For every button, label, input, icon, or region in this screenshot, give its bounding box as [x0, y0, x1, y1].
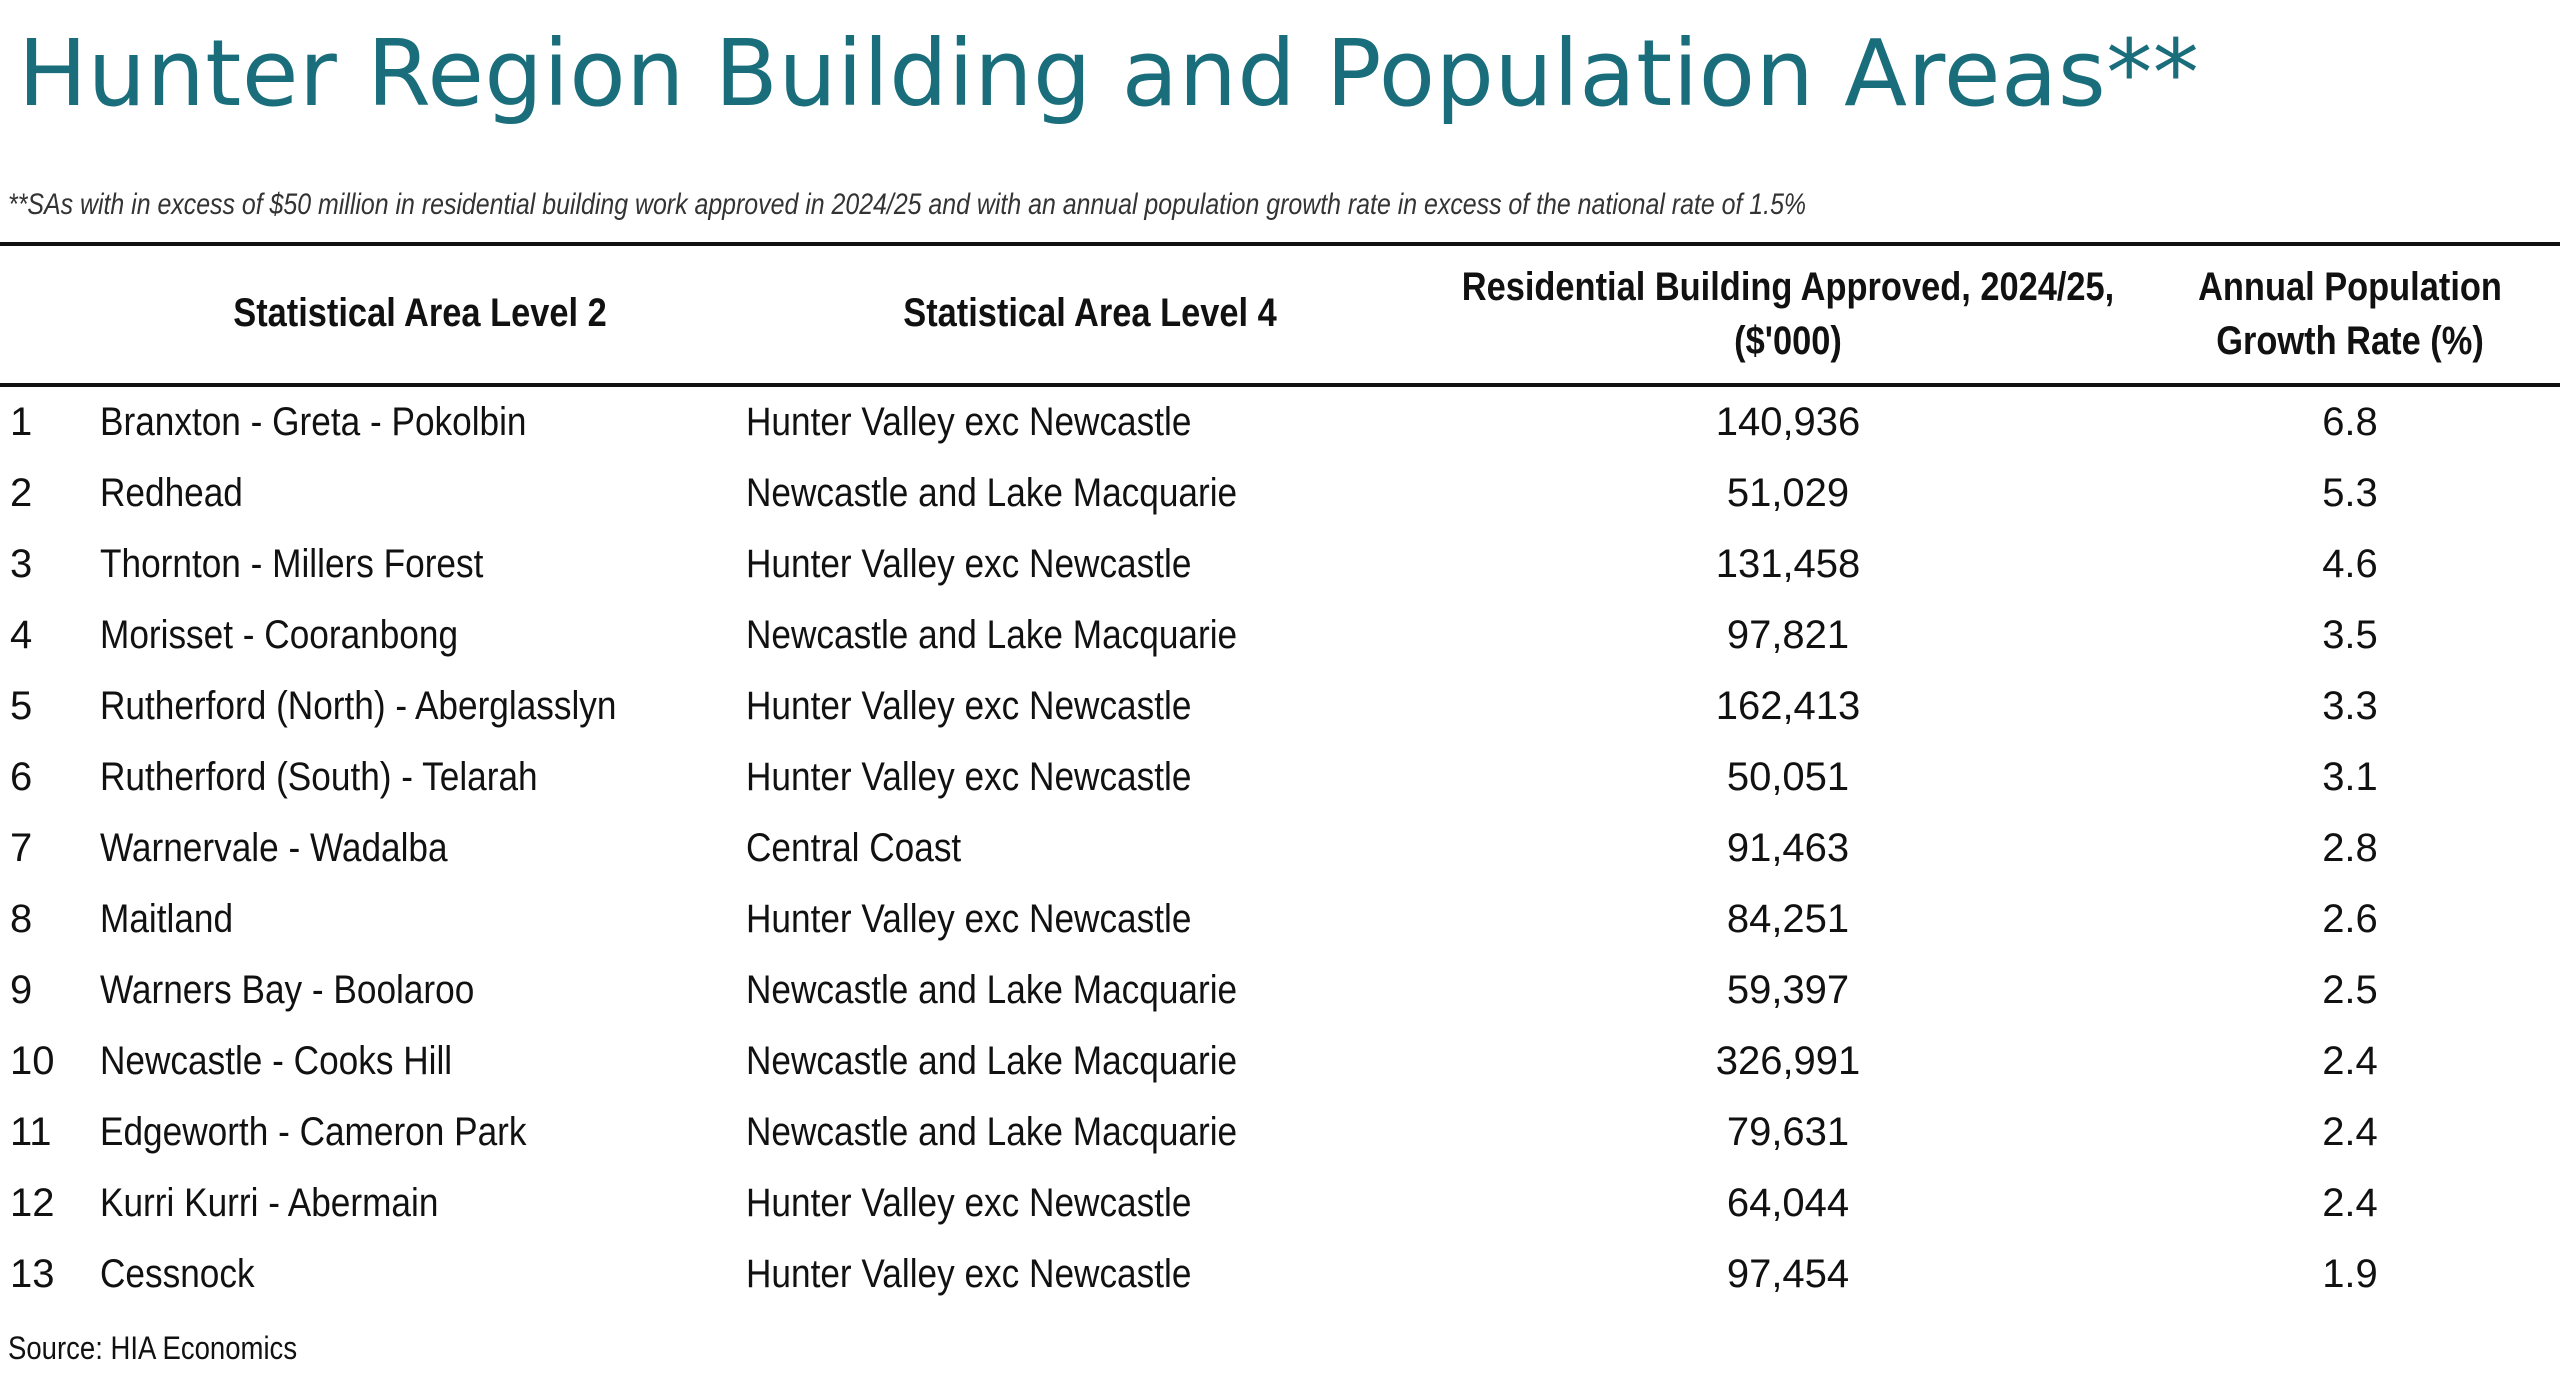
sa4-cell: Hunter Valley exc Newcastle — [746, 1181, 1192, 1225]
rank-cell: 6 — [10, 755, 33, 799]
header-building-line2: ($'000) — [1734, 319, 1842, 363]
building-cell: 97,821 — [1726, 613, 1850, 657]
table-row — [0, 1168, 2560, 1239]
table-row — [0, 955, 2560, 1026]
table-row — [0, 458, 2560, 529]
table-row — [0, 387, 2560, 458]
table-top-rule — [0, 242, 2560, 246]
sa4-cell: Newcastle and Lake Macquarie — [746, 1039, 1238, 1083]
growth-cell: 2.6 — [2322, 897, 2378, 941]
sa2-cell: Kurri Kurri - Abermain — [100, 1181, 439, 1225]
table-row — [0, 600, 2560, 671]
sa2-cell: Edgeworth - Cameron Park — [100, 1110, 527, 1154]
growth-cell: 1.9 — [2322, 1252, 2378, 1296]
sa2-cell: Warnervale - Wadalba — [100, 826, 448, 870]
sa2-cell: Maitland — [100, 897, 234, 941]
sa4-cell: Hunter Valley exc Newcastle — [746, 755, 1192, 799]
sa2-cell: Branxton - Greta - Pokolbin — [100, 400, 527, 444]
sa4-cell: Newcastle and Lake Macquarie — [746, 1110, 1238, 1154]
building-cell: 326,991 — [1715, 1039, 1861, 1083]
growth-cell: 2.5 — [2322, 968, 2378, 1012]
rank-cell: 4 — [10, 613, 33, 657]
header-growth — [2187, 260, 2514, 368]
rank-cell: 7 — [10, 826, 33, 870]
rank-cell: 12 — [10, 1181, 55, 1225]
sa2-cell: Rutherford (North) - Aberglasslyn — [100, 684, 617, 728]
page-title: Hunter Region Building and Population Areas** — [18, 20, 2200, 127]
header-building — [1444, 260, 2132, 368]
table-row — [0, 529, 2560, 600]
sa4-cell: Hunter Valley exc Newcastle — [746, 400, 1192, 444]
building-cell: 50,051 — [1726, 755, 1850, 799]
table-row — [0, 1097, 2560, 1168]
building-cell: 64,044 — [1726, 1181, 1850, 1225]
building-cell: 131,458 — [1715, 542, 1861, 586]
growth-cell: 3.5 — [2322, 613, 2378, 657]
building-cell: 59,397 — [1726, 968, 1850, 1012]
sa4-cell: Hunter Valley exc Newcastle — [746, 542, 1192, 586]
rank-cell: 9 — [10, 968, 33, 1012]
growth-cell: 2.4 — [2322, 1110, 2378, 1154]
sa2-cell: Redhead — [100, 471, 243, 515]
growth-cell: 5.3 — [2322, 471, 2378, 515]
building-cell: 97,454 — [1726, 1252, 1850, 1296]
sa2-cell: Newcastle - Cooks Hill — [100, 1039, 453, 1083]
header-growth-line1: Annual Population — [2198, 265, 2502, 309]
table-row — [0, 742, 2560, 813]
rank-cell: 5 — [10, 684, 33, 728]
rank-cell: 3 — [10, 542, 33, 586]
sa2-cell: Thornton - Millers Forest — [100, 542, 484, 586]
rank-cell: 10 — [10, 1039, 55, 1083]
building-cell: 51,029 — [1726, 471, 1850, 515]
sa4-cell: Newcastle and Lake Macquarie — [746, 968, 1238, 1012]
source-note: Source: HIA Economics — [8, 1330, 298, 1366]
growth-cell: 2.4 — [2322, 1039, 2378, 1083]
header-building-line1: Residential Building Approved, 2024/25, — [1461, 265, 2115, 309]
growth-cell: 4.6 — [2322, 542, 2378, 586]
sa4-cell: Central Coast — [746, 826, 962, 870]
header-sa4: Statistical Area Level 4 — [903, 291, 1277, 335]
rank-cell: 1 — [10, 400, 33, 444]
sa2-cell: Rutherford (South) - Telarah — [100, 755, 538, 799]
sa4-cell: Newcastle and Lake Macquarie — [746, 471, 1238, 515]
growth-cell: 2.8 — [2322, 826, 2378, 870]
sa2-cell: Morisset - Cooranbong — [100, 613, 459, 657]
table-row — [0, 884, 2560, 955]
rank-cell: 11 — [10, 1110, 52, 1154]
table-row — [0, 671, 2560, 742]
sa4-cell: Hunter Valley exc Newcastle — [746, 684, 1192, 728]
header-sa2: Statistical Area Level 2 — [233, 291, 607, 335]
sa2-cell: Warners Bay - Boolaroo — [100, 968, 475, 1012]
sa4-cell: Newcastle and Lake Macquarie — [746, 613, 1238, 657]
rank-cell: 13 — [10, 1252, 55, 1296]
growth-cell: 3.1 — [2322, 755, 2378, 799]
building-cell: 162,413 — [1715, 684, 1861, 728]
rank-cell: 8 — [10, 897, 33, 941]
sa4-cell: Hunter Valley exc Newcastle — [746, 1252, 1192, 1296]
building-cell: 140,936 — [1715, 400, 1861, 444]
sa4-cell: Hunter Valley exc Newcastle — [746, 897, 1192, 941]
building-cell: 79,631 — [1726, 1110, 1850, 1154]
growth-cell: 6.8 — [2322, 400, 2378, 444]
sa2-cell: Cessnock — [100, 1252, 255, 1296]
building-cell: 84,251 — [1726, 897, 1850, 941]
table-row — [0, 813, 2560, 884]
rank-cell: 2 — [10, 471, 33, 515]
table-row — [0, 1239, 2560, 1310]
growth-cell: 2.4 — [2322, 1181, 2378, 1225]
growth-cell: 3.3 — [2322, 684, 2378, 728]
table-body — [0, 387, 2560, 1310]
footnote: **SAs with in excess of $50 million in residential building work approved in 2024/25 and with an annual population growth rate in excess of the national rate of 1.5% — [8, 188, 1807, 221]
header-growth-line2: Growth Rate (%) — [2216, 319, 2484, 363]
building-cell: 91,463 — [1726, 826, 1850, 870]
table-row — [0, 1026, 2560, 1097]
